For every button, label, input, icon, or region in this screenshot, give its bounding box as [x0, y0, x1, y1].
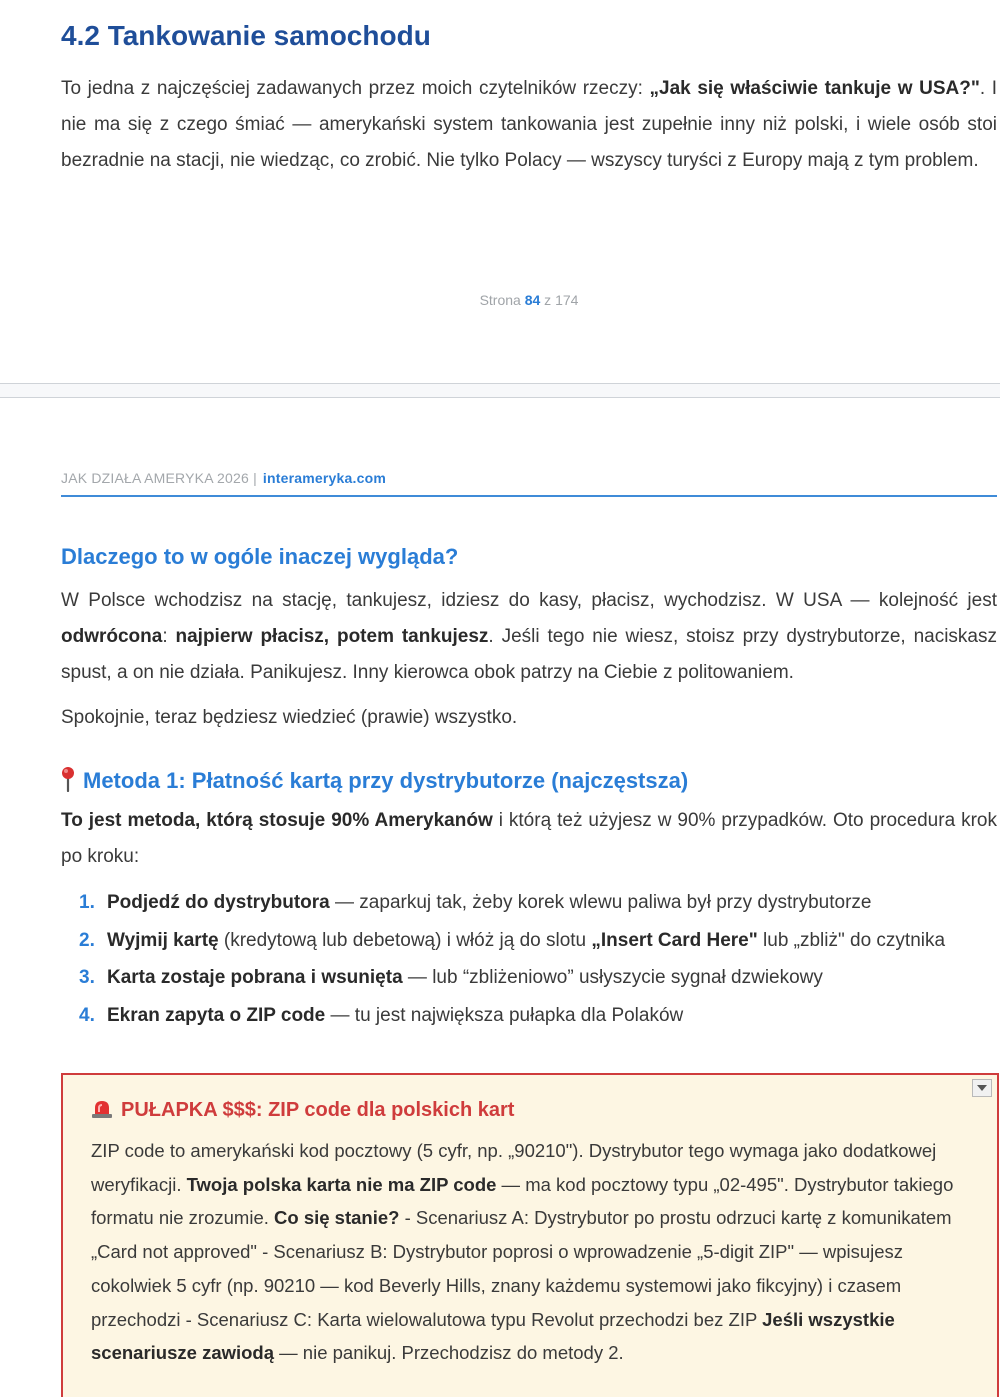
step-number: 4.	[79, 1004, 95, 1026]
trap-body	[91, 1134, 971, 1370]
step-text: — zaparkuj tak, żeby korek wlewu paliwa był przy dystrybutorze	[329, 892, 872, 913]
trap-text-2: — ma kod pocztowy typu „02-495". Dystrybutor takiego formatu nie zrozumie.	[91, 1173, 954, 1229]
step-bold: Wyjmij kartę	[107, 929, 219, 951]
step-number: 3.	[79, 967, 95, 988]
trap-title-text: PUŁAPKA $$$: ZIP code dla polskich kart	[121, 1099, 515, 1121]
step-text: (kredytową lub debetową) i włóż ją do slotu	[218, 929, 592, 951]
step-bold-slot-label: „Insert Card Here"	[591, 929, 758, 951]
intro-text-rest: . I nie ma się z czego śmiać — amerykański system tankowania jest zupełnie inny niż polski, i wiele osób stoi bezradnie na stacji, nie wiedząc, co zrobić. Nie tylko Polacy — wszyscy turyści z Europy mają z tym problem.	[61, 78, 998, 171]
trap-text-1: ZIP code to amerykański kod pocztowy (5 cyfr, np. „90210"). Dystrybutor tego wymaga jako dodatkowej weryfikacji.	[91, 1140, 937, 1195]
step-number: 2.	[79, 929, 95, 951]
running-header	[61, 470, 386, 486]
trap-callout-box	[61, 1073, 999, 1397]
step-bold: Karta zostaje pobrana i wsunięta	[107, 967, 403, 988]
trap-bold-3: Jeśli wszystkie scenariusze zawiodą	[91, 1308, 895, 1364]
list-item	[61, 959, 1000, 997]
step-text-end: lub „zbliż" do czytnika	[757, 929, 946, 951]
footer-page-number: 84	[524, 292, 541, 308]
footer-prefix: Strona	[479, 292, 521, 308]
page-84	[0, 0, 1000, 383]
method1-intro	[61, 803, 997, 875]
method1-intro-text: i którą też użyjesz w 90% przypadków. Oto procedura krok po kroku:	[61, 810, 997, 867]
step-text: — lub “zbliżeniowo” usłyszycie sygnał dzwiekowy	[402, 967, 823, 988]
intro-bold-question: „Jak się właściwie tankuje w USA?"	[649, 78, 980, 99]
steps-list	[61, 884, 1000, 1034]
step-number: 1.	[79, 892, 95, 913]
calm-paragraph: Spokojnie, teraz będziesz wiedzieć (prawie) wszystko.	[61, 707, 518, 728]
step-bold: Podjedź do dystrybutora	[107, 892, 330, 913]
page-break	[0, 383, 1000, 398]
collapse-arrow-icon	[977, 1085, 987, 1091]
page-footer	[0, 292, 1000, 308]
siren-icon	[91, 1099, 113, 1125]
method1-heading-text: Metoda 1: Płatność kartą przy dystrybutorze (najczęstsza)	[83, 768, 689, 793]
trap-text-4: — nie panikuj. Przechodzisz do metody 2.	[274, 1342, 624, 1364]
why-text-3: . Jeśli tego nie wiesz, stoisz przy dystrybutorze, naciskasz spust, a on nie działa. Panikujesz. Inny kierowca obok patrzy na Ciebie z politowaniem.	[61, 626, 997, 683]
footer-separator: z	[544, 292, 552, 308]
footer-total-pages: 174	[555, 292, 579, 308]
trap-text-3: - Scenariusz A: Dystrybutor po prostu odrzuci kartę z komunikatem „Card not approved" - Scenariusz B: Dystrybutor poprosi o wprowadzenie „5-digit ZIP" — wpisujesz cokolwiek 5 cyfr (np. 90210 — kod Beverly Hills, znany każdemu systemowi jako fikcyjny) i czasem przechodzi - Scenariusz C: Karta wielowalutowa typu Revolut przechodzi bez ZIP	[91, 1207, 952, 1330]
why-text-2: :	[162, 626, 176, 647]
collapse-button[interactable]	[972, 1079, 992, 1097]
trap-bold-2: Co się stanie?	[274, 1207, 400, 1229]
section-title: 4.2 Tankowanie samochodu	[61, 20, 431, 51]
method1-intro-bold: To jest metoda, którą stosuje 90% Amerykanów	[61, 810, 493, 831]
method1-heading	[61, 766, 688, 794]
list-item	[61, 884, 1000, 922]
why-bold-pay-first: najpierw płacisz, potem tankujesz	[175, 626, 489, 647]
why-heading: Dlaczego to w ogóle inaczej wygląda?	[61, 544, 459, 569]
running-header-title: JAK DZIAŁA AMERYKA 2026 |	[61, 470, 257, 486]
running-header-site-link[interactable]: interameryka.com	[262, 470, 386, 486]
page-85	[0, 398, 1000, 1397]
step-bold: Ekran zapyta o ZIP code	[107, 1004, 326, 1026]
list-item	[61, 997, 1000, 1035]
pushpin-icon	[61, 766, 75, 792]
trap-bold-1: Twoja polska karta nie ma ZIP code	[186, 1173, 497, 1195]
intro-paragraph	[61, 71, 997, 179]
why-paragraph	[61, 583, 997, 691]
list-item	[61, 922, 1000, 960]
intro-text: To jedna z najczęściej zadawanych przez moich czytelników rzeczy:	[61, 78, 650, 99]
why-bold-reversed: odwrócona	[61, 626, 163, 647]
trap-title	[91, 1099, 514, 1125]
step-text: — tu jest największa pułapka dla Polaków	[325, 1004, 684, 1026]
header-rule	[61, 495, 997, 497]
why-text-1: W Polsce wchodzisz na stację, tankujesz, idziesz do kasy, płacisz, wychodzisz. W USA — kolejność jest	[61, 590, 997, 611]
